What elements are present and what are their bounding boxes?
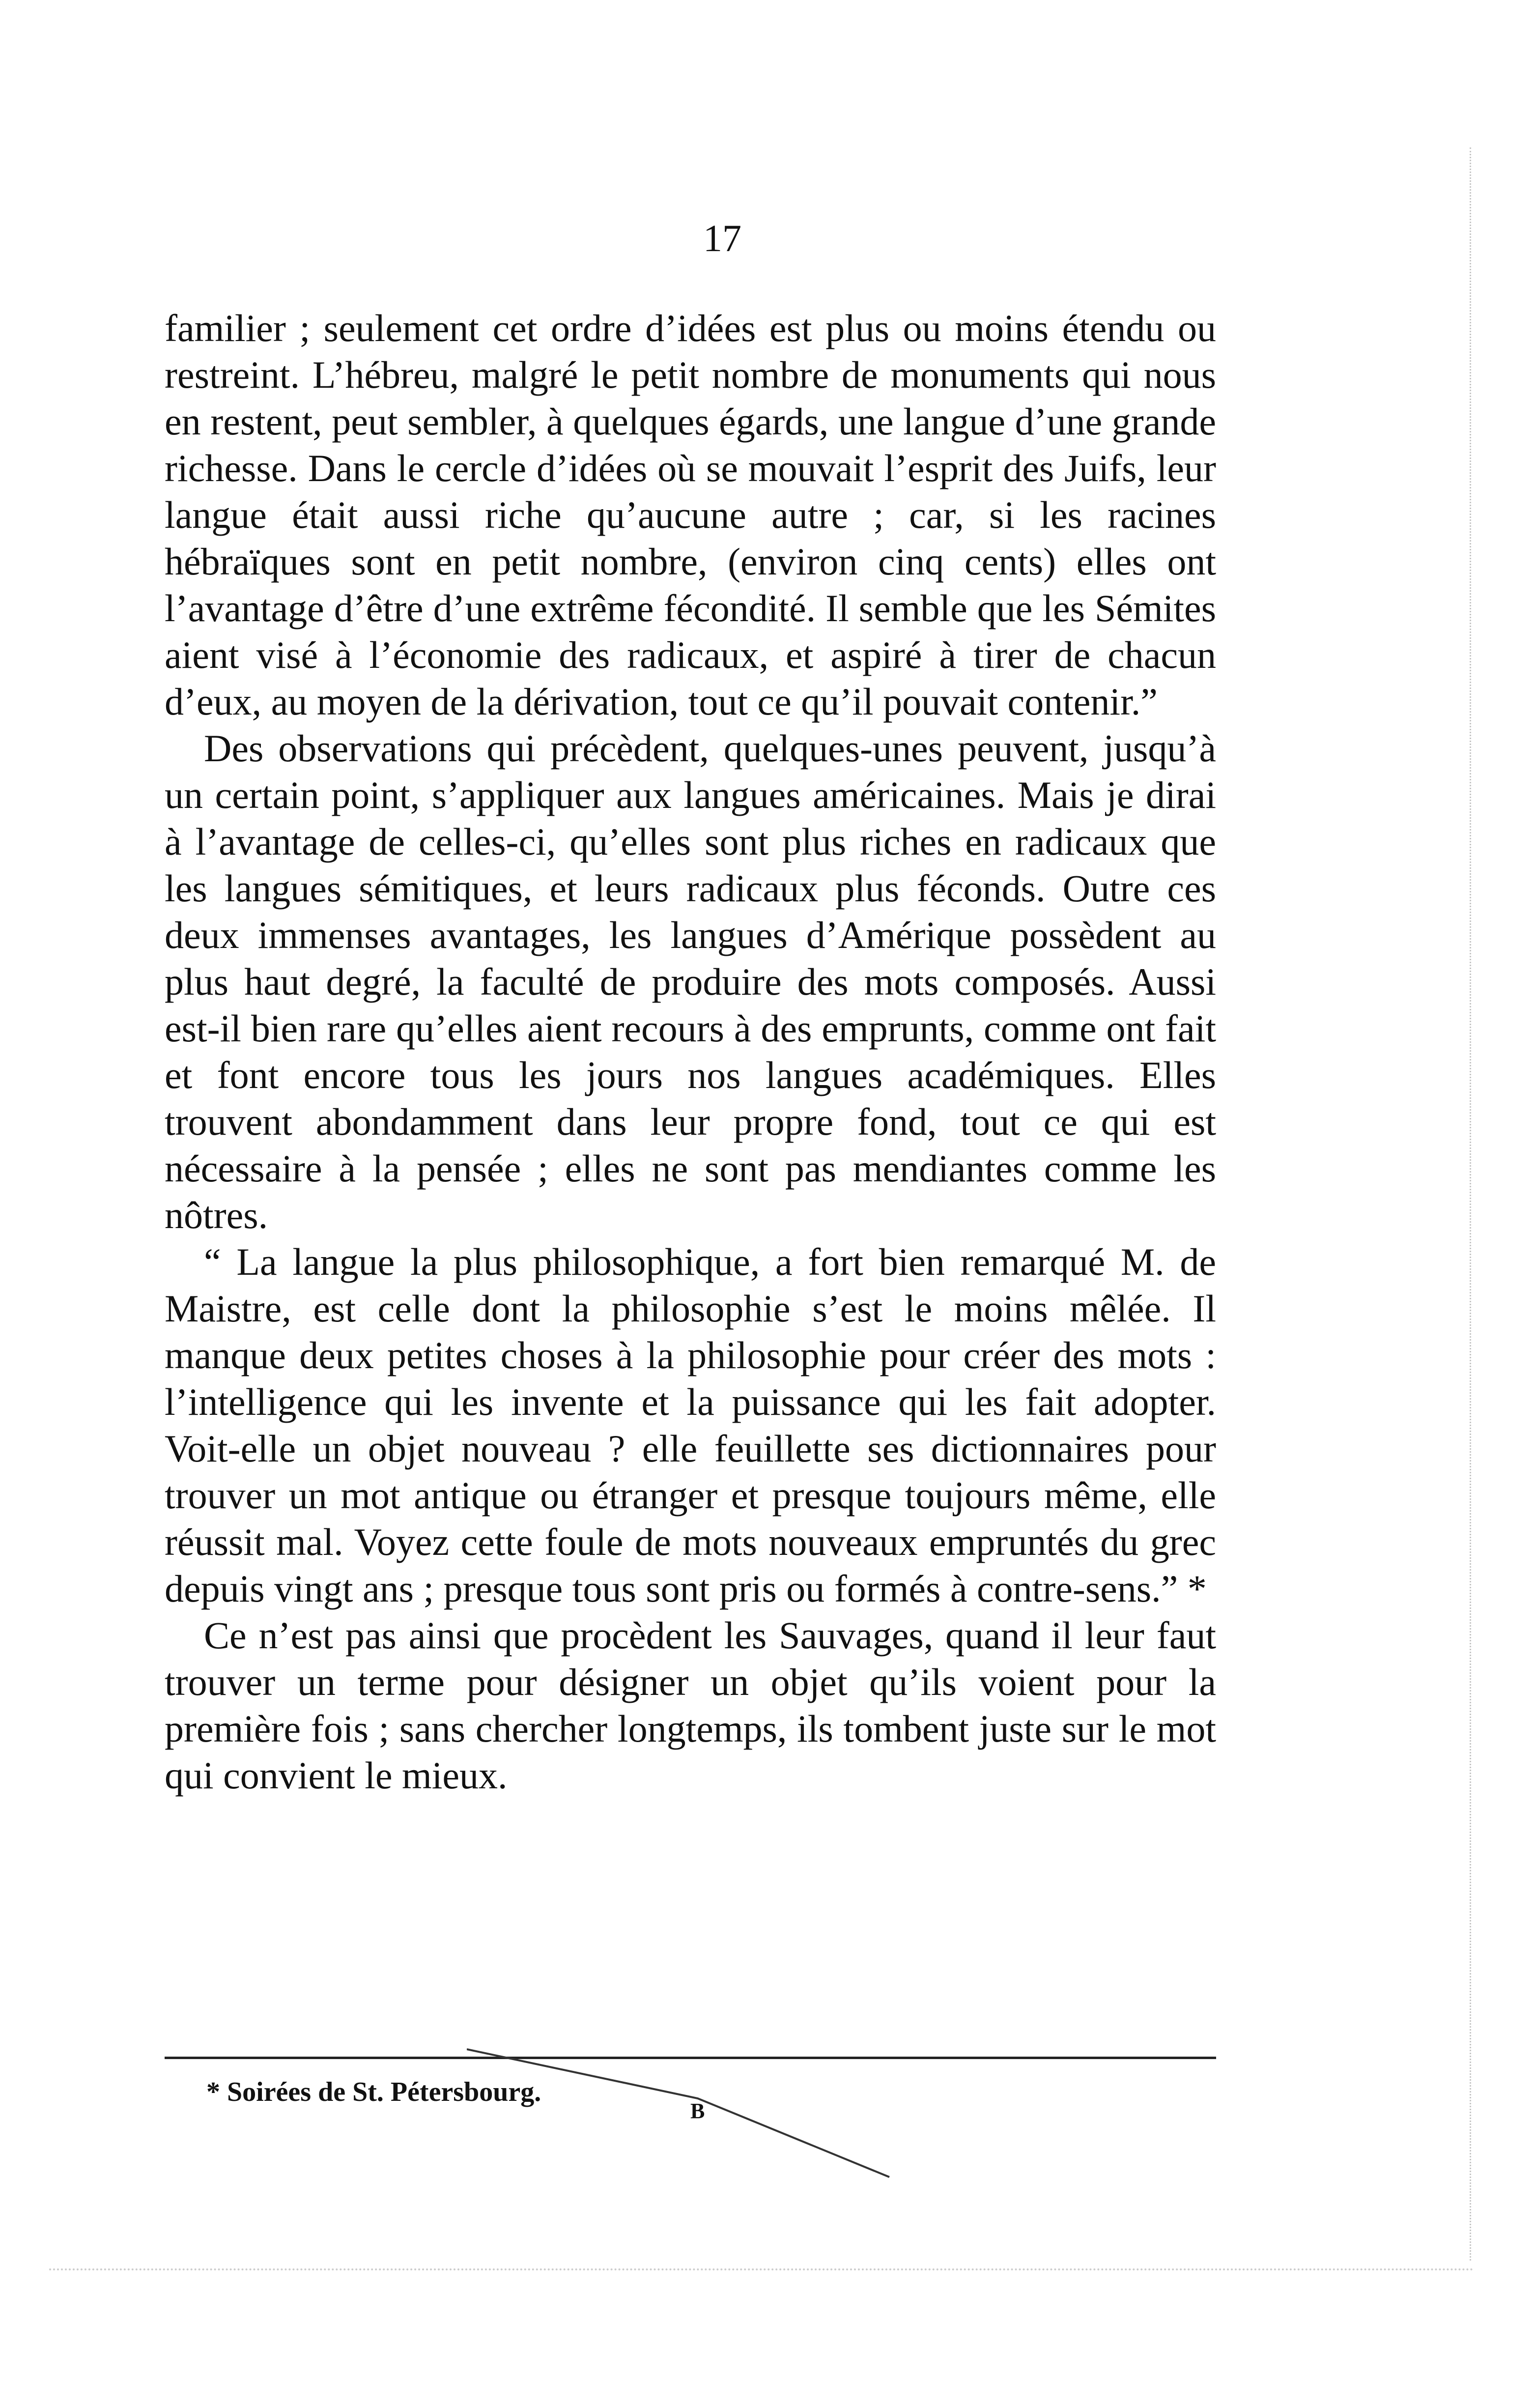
bottom-scan-noise bbox=[49, 2268, 1474, 2270]
signature-mark: B bbox=[690, 2099, 705, 2123]
stray-pen-stroke bbox=[467, 2039, 958, 2226]
paragraph-3: “ La langue la plus philosophique, a fort bien remarqué M. de Maistre, est celle dont la philosophie s’est le moins mêlée. Il manque deux petites choses à la philosophie pour créer des mots : l’intelligence qui les invente et la puissance qui les fait adopter. Voit-elle un objet nouveau ? elle feuillette ses dictionnaires pour trouver un mot antique ou étranger et presque toujours même, elle réussit mal. Voyez cette foule de mots nouveaux empruntés du grec depuis vingt ans ; presque tous sont pris ou formés à contre-sens.” * bbox=[165, 1240, 1216, 1610]
margin-scan-noise bbox=[1440, 147, 1471, 2261]
paragraph-4: Ce n’est pas ainsi que procèdent les Sauvages, quand il leur faut trouver un terme pour désigner un objet qu’ils voient pour la première fois ; sans chercher longtemps, ils tombent juste sur le mot qui convient le mieux. bbox=[165, 1614, 1216, 1797]
paragraph-1: familier ; seulement cet ordre d’idées est plus ou moins étendu ou restreint. L’hébreu, malgré le petit nombre de monuments qui nous en restent, peut sembler, à quelques égards, une langue d’une grande richesse. Dans le cercle d’idées où se mouvait l’esprit des Juifs, leur langue était aussi riche qu’aucune autre ; car, si les racines hébraïques sont en petit nombre, (environ cinq cents) elles ont l’avantage d’être d’une extrême fécondité. Il semble que les Sémites aient visé à l’économie des radicaux, et aspiré à tirer de chacun d’eux, au moyen de la dérivation, tout ce qu’il pouvait contenir.” bbox=[165, 307, 1216, 723]
paragraph-2: Des observations qui précèdent, quelques-unes peuvent, jusqu’à un certain point, s’appliquer aux langues américaines. Mais je dirai à l’avantage de celles-ci, qu’elles sont plus riches en radicaux que les langues sémitiques, et leurs radicaux plus féconds. Outre ces deux immenses avantages, les langues d’Amérique possèdent au plus haut degré, la faculté de produire des mots composés. Aussi est-il bien rare qu’elles aient recours à des emprunts, comme ont fait et font encore tous les jours nos langues académiques. Elles trouvent abondamment dans leur propre fond, tout ce qui est nécessaire à la pensée ; elles ne sont pas mendiantes comme les nôtres. bbox=[165, 727, 1216, 1236]
page-number: 17 bbox=[703, 217, 741, 259]
footnote: * Soirées de St. Pétersbourg. bbox=[206, 2077, 541, 2107]
body-text bbox=[165, 305, 1216, 1799]
